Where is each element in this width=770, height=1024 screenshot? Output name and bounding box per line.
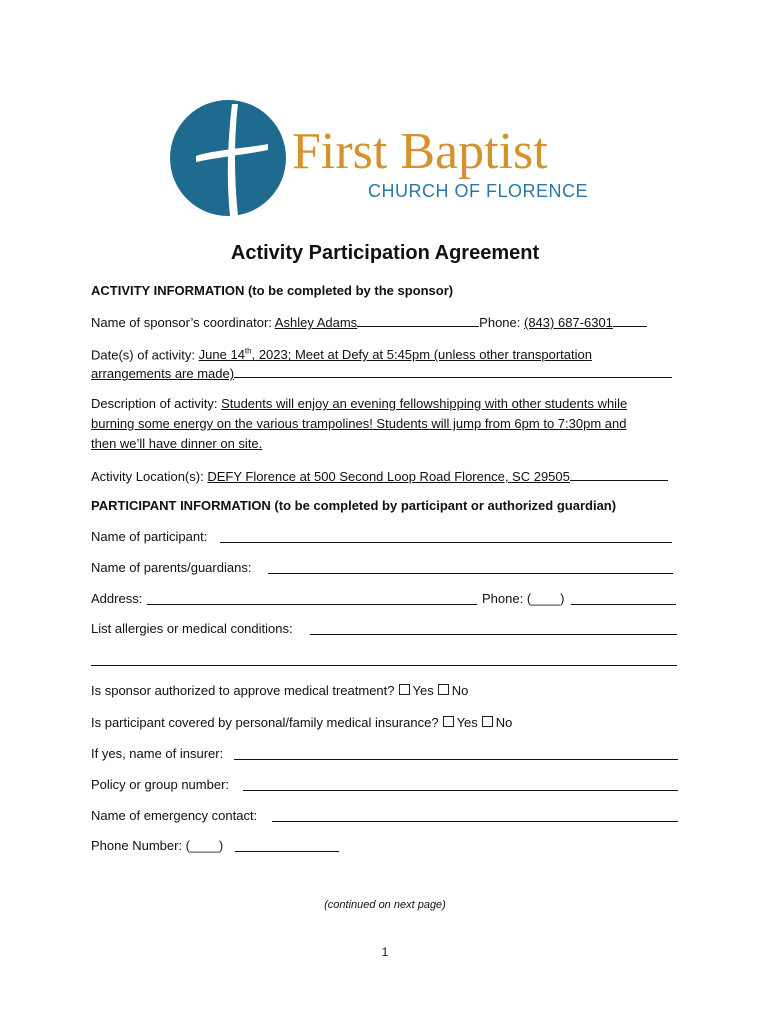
emergency-field[interactable] <box>272 820 678 822</box>
allergies-label: List allergies or medical conditions: <box>91 621 293 636</box>
date-row <box>91 344 592 363</box>
allergies-field[interactable] <box>310 633 677 635</box>
date-rule <box>234 364 672 378</box>
location-row <box>91 467 668 485</box>
coordinator-value[interactable]: Ashley Adams <box>274 315 358 330</box>
description-line2[interactable]: burning some energy on the various trampolines! Students will jump from 6pm to 7:30pm and <box>91 416 627 431</box>
location-value[interactable]: DEFY Florence at 500 Second Loop Road Florence, SC 29505 <box>207 469 570 484</box>
insurer-label: If yes, name of insurer: <box>91 746 224 761</box>
authorized-no-checkbox[interactable] <box>438 684 449 695</box>
covered-no-label: No <box>495 715 513 730</box>
phone-rule <box>613 313 647 327</box>
policy-field[interactable] <box>243 789 678 791</box>
authorized-label: Is sponsor authorized to approve medical treatment? <box>91 683 395 698</box>
date-row-2 <box>91 364 672 382</box>
covered-label: Is participant covered by personal/family medical insurance? <box>91 715 439 730</box>
emergency-phone-field[interactable] <box>235 850 339 852</box>
description-label: Description of activity: <box>91 396 218 411</box>
emergency-phone-label: Phone Number: (____) <box>91 838 224 853</box>
covered-no-checkbox[interactable] <box>482 716 493 727</box>
address-phone-label: Phone: (____) <box>482 591 565 606</box>
coordinator-label: Name of sponsor’s coordinator: <box>91 315 272 330</box>
description-line3[interactable]: then we’ll have dinner on site. <box>91 436 263 451</box>
page-title: Activity Participation Agreement <box>230 242 540 264</box>
location-rule <box>570 467 668 481</box>
participant-name-label: Name of participant: <box>91 529 208 544</box>
logo-line1: First Baptist <box>292 123 548 180</box>
date-value-part3[interactable]: arrangements are made) <box>91 366 235 381</box>
covered-yes-label: Yes <box>456 715 478 730</box>
address-field[interactable] <box>147 603 477 605</box>
date-value-part1: June 14 <box>198 347 245 363</box>
covered-yes-checkbox[interactable] <box>443 716 454 727</box>
authorized-row <box>91 683 468 699</box>
continued-note: (continued on next page) <box>324 899 446 911</box>
date-value[interactable] <box>199 347 592 362</box>
cross-circle-icon <box>168 98 288 218</box>
church-logo <box>168 98 608 220</box>
page-number: 1 <box>381 945 389 959</box>
description-row <box>91 396 627 412</box>
logo-line2: CHURCH OF FLORENCE <box>368 181 589 201</box>
covered-row <box>91 715 512 731</box>
phone-label: Phone: <box>479 315 521 330</box>
allergies-field-2[interactable] <box>91 664 677 666</box>
address-phone-field[interactable] <box>571 603 676 605</box>
phone-value[interactable]: (843) 687-6301 <box>524 315 613 330</box>
date-label: Date(s) of activity: <box>91 347 196 363</box>
date-value-part2: , 2023; Meet at Defy at 5:45pm (unless other transportation <box>251 347 592 363</box>
location-label: Activity Location(s): <box>91 469 204 484</box>
address-label: Address: <box>91 591 143 606</box>
coordinator-rule <box>357 313 479 327</box>
participant-heading: PARTICIPANT INFORMATION (to be completed by participant or authorized guardian) <box>91 498 617 513</box>
date-sup: th <box>244 347 252 356</box>
activity-heading: ACTIVITY INFORMATION (to be completed by the sponsor) <box>91 283 454 298</box>
emergency-label: Name of emergency contact: <box>91 808 258 823</box>
authorized-yes-label: Yes <box>412 683 434 698</box>
parents-label: Name of parents/guardians: <box>91 560 252 575</box>
parents-field[interactable] <box>268 572 673 574</box>
coordinator-row <box>91 313 647 331</box>
authorized-yes-checkbox[interactable] <box>399 684 410 695</box>
participant-name-field[interactable] <box>220 541 672 543</box>
authorized-no-label: No <box>451 683 469 698</box>
description-line1[interactable]: Students will enjoy an evening fellowshipping with other students while <box>221 396 628 411</box>
insurer-field[interactable] <box>234 758 678 760</box>
policy-label: Policy or group number: <box>91 777 230 792</box>
